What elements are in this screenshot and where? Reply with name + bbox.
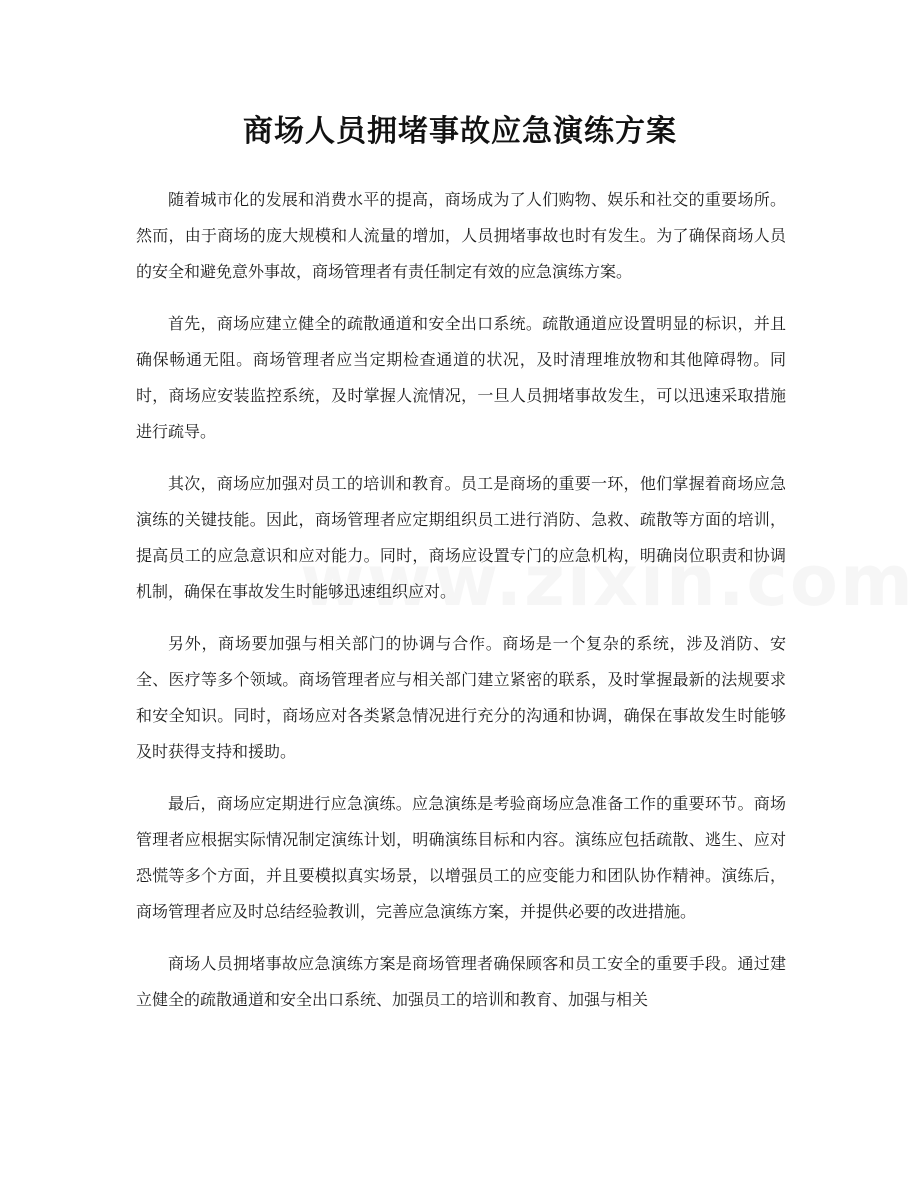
- document-body: [136, 182, 786, 1034]
- document-title: 商场人员拥堵事故应急演练方案: [243, 114, 677, 149]
- paragraph: 其次，商场应加强对员工的培训和教育。员工是商场的重要一环，他们掌握着商场应急演练的关键技能。因此，商场管理者应定期组织员工进行消防、急救、疏散等方面的培训，提高员工的应急意识和应对能力。同时，商场应设置专门的应急机构，明确岗位职责和协调机制，确保在事故发生时能够迅速组织应对。: [136, 474, 786, 601]
- paragraph: 首先，商场应建立健全的疏散通道和安全出口系统。疏散通道应设置明显的标识，并且确保畅通无阻。商场管理者应当定期检查通道的状况，及时清理堆放物和其他障碍物。同时，商场应安装监控系统，及时掌握人流情况，一旦人员拥堵事故发生，可以迅速采取措施进行疏导。: [136, 314, 786, 441]
- paragraph: 商场人员拥堵事故应急演练方案是商场管理者确保顾客和员工安全的重要手段。通过建立健全的疏散通道和安全出口系统、加强员工的培训和教育、加强与相关: [136, 954, 786, 1009]
- paragraph: 最后，商场应定期进行应急演练。应急演练是考验商场应急准备工作的重要环节。商场管理者应根据实际情况制定演练计划，明确演练目标和内容。演练应包括疏散、逃生、应对恐慌等多个方面，并且要模拟真实场景，以增强员工的应变能力和团队协作精神。演练后，商场管理者应及时总结经验教训，完善应急演练方案，并提供必要的改进措施。: [136, 794, 786, 921]
- paragraph: 随着城市化的发展和消费水平的提高，商场成为了人们购物、娱乐和社交的重要场所。然而，由于商场的庞大规模和人流量的增加，人员拥堵事故也时有发生。为了确保商场人员的安全和避免意外事故，商场管理者有责任制定有效的应急演练方案。: [136, 190, 786, 281]
- paragraph: 另外，商场要加强与相关部门的协调与合作。商场是一个复杂的系统，涉及消防、安全、医疗等多个领域。商场管理者应与相关部门建立紧密的联系，及时掌握最新的法规要求和安全知识。同时，商场应对各类紧急情况进行充分的沟通和协调，确保在事故发生时能够及时获得支持和援助。: [136, 634, 786, 761]
